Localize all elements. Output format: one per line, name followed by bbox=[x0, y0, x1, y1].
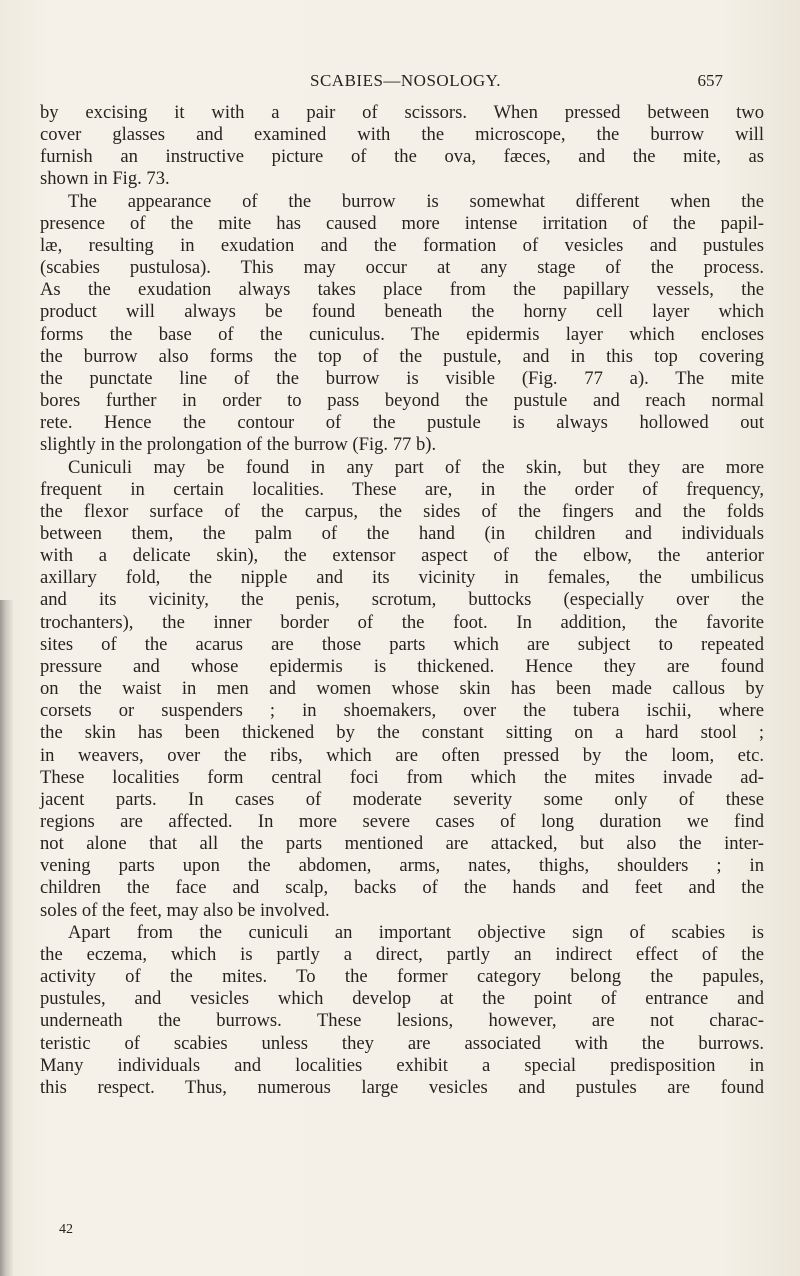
page-number: 657 bbox=[697, 71, 723, 90]
text-line: bores further in order to pass beyond the pustule and reach normal bbox=[40, 390, 764, 412]
body-text bbox=[40, 102, 764, 1099]
text-line: activity of the mites. To the former category belong the papules, bbox=[40, 966, 764, 988]
text-line: this respect. Thus, numerous large vesicles and pustules are found bbox=[40, 1076, 764, 1098]
text-line: frequent in certain localities. These are, in the order of frequency, bbox=[40, 478, 764, 500]
text-line: with a delicate skin), the extensor aspect of the elbow, the anterior bbox=[40, 545, 764, 567]
text-line: teristic of scabies unless they are associated with the burrows. bbox=[40, 1032, 764, 1054]
text-line: sites of the acarus are those parts which are subject to repeated bbox=[40, 633, 764, 655]
paragraph bbox=[40, 102, 764, 191]
text-line: These localities form central foci from which the mites invade ad- bbox=[40, 766, 764, 788]
paragraph bbox=[40, 922, 764, 1099]
text-line: corsets or suspenders ; in shoemakers, over the tubera ischii, where bbox=[40, 700, 764, 722]
text-line: Many individuals and localities exhibit a special predisposition in bbox=[40, 1054, 764, 1076]
text-line: (scabies pustulosa). This may occur at any stage of the process. bbox=[40, 257, 764, 279]
text-line: on the waist in men and women whose skin has been made callous by bbox=[40, 678, 764, 700]
text-line: Apart from the cuniculi an important objective sign of scabies is bbox=[68, 921, 764, 943]
text-line: pustules, and vesicles which develop at the point of entrance and bbox=[40, 988, 764, 1010]
text-line: product will always be found beneath the horny cell layer which bbox=[40, 301, 764, 323]
text-line: pressure and whose epidermis is thickened. Hence they are found bbox=[40, 655, 764, 677]
text-line: and its vicinity, the penis, scrotum, buttocks (especially over the bbox=[40, 589, 764, 611]
text-line: regions are affected. In more severe cases of long duration we find bbox=[40, 811, 764, 832]
text-line: furnish an instructive picture of the ova, fæces, and the mite, as bbox=[40, 146, 764, 168]
text-line: trochanters), the inner border of the foot. In addition, the favorite bbox=[40, 611, 764, 633]
text-line: vening parts upon the abdomen, arms, nates, thighs, shoulders ; in bbox=[40, 855, 764, 877]
paragraph bbox=[40, 457, 764, 922]
text-line: not alone that all the parts mentioned are attacked, but also the inter- bbox=[40, 833, 764, 855]
text-line: læ, resulting in exudation and the formation of vesicles and pustules bbox=[40, 234, 764, 256]
binding-shadow bbox=[0, 600, 14, 1276]
text-line: As the exudation always takes place from the papillary vessels, the bbox=[40, 279, 764, 301]
text-line: presence of the mite has caused more intense irritation of the papil- bbox=[40, 212, 764, 234]
running-head bbox=[0, 71, 800, 93]
text-line: underneath the burrows. These lesions, however, are not charac- bbox=[40, 1010, 764, 1032]
text-line: children the face and scalp, backs of the hands and feet and the bbox=[40, 877, 764, 899]
text-line: forms the base of the cuniculus. The epidermis layer which encloses bbox=[40, 323, 764, 345]
paragraph bbox=[40, 191, 764, 457]
text-line: between them, the palm of the hand (in children and individuals bbox=[40, 522, 764, 544]
text-line: the flexor surface of the carpus, the sides of the fingers and the folds bbox=[40, 500, 764, 522]
text-line: cover glasses and examined with the microscope, the burrow will bbox=[40, 124, 764, 146]
text-line: the skin has been thickened by the constant sitting on a hard stool ; bbox=[40, 722, 764, 744]
text-line: in weavers, over the ribs, which are often pressed by the loom, etc. bbox=[40, 744, 764, 766]
text-line: axillary fold, the nipple and its vicinity in females, the umbilicus bbox=[40, 567, 764, 589]
text-line: rete. Hence the contour of the pustule is always hollowed out bbox=[40, 412, 764, 434]
text-line: The appearance of the burrow is somewhat different when the bbox=[68, 190, 764, 212]
text-line: shown in Fig. 73. bbox=[40, 168, 170, 190]
text-line: Cuniculi may be found in any part of the skin, but they are more bbox=[68, 456, 764, 478]
running-title: SCABIES—NOSOLOGY. bbox=[310, 71, 501, 90]
text-line: soles of the feet, may also be involved. bbox=[40, 899, 330, 921]
text-line: the punctate line of the burrow is visible (Fig. 77 a). The mite bbox=[40, 367, 764, 389]
text-line: the eczema, which is partly a direct, partly an indirect effect of the bbox=[40, 943, 764, 965]
signature-mark: 42 bbox=[59, 1222, 73, 1237]
text-line: the burrow also forms the top of the pustule, and in this top covering bbox=[40, 345, 764, 367]
text-line: jacent parts. In cases of moderate severity some only of these bbox=[40, 788, 764, 810]
text-line: slightly in the prolongation of the burrow (Fig. 77 b). bbox=[40, 434, 437, 456]
text-line: by excising it with a pair of scissors. When pressed between two bbox=[40, 102, 764, 123]
